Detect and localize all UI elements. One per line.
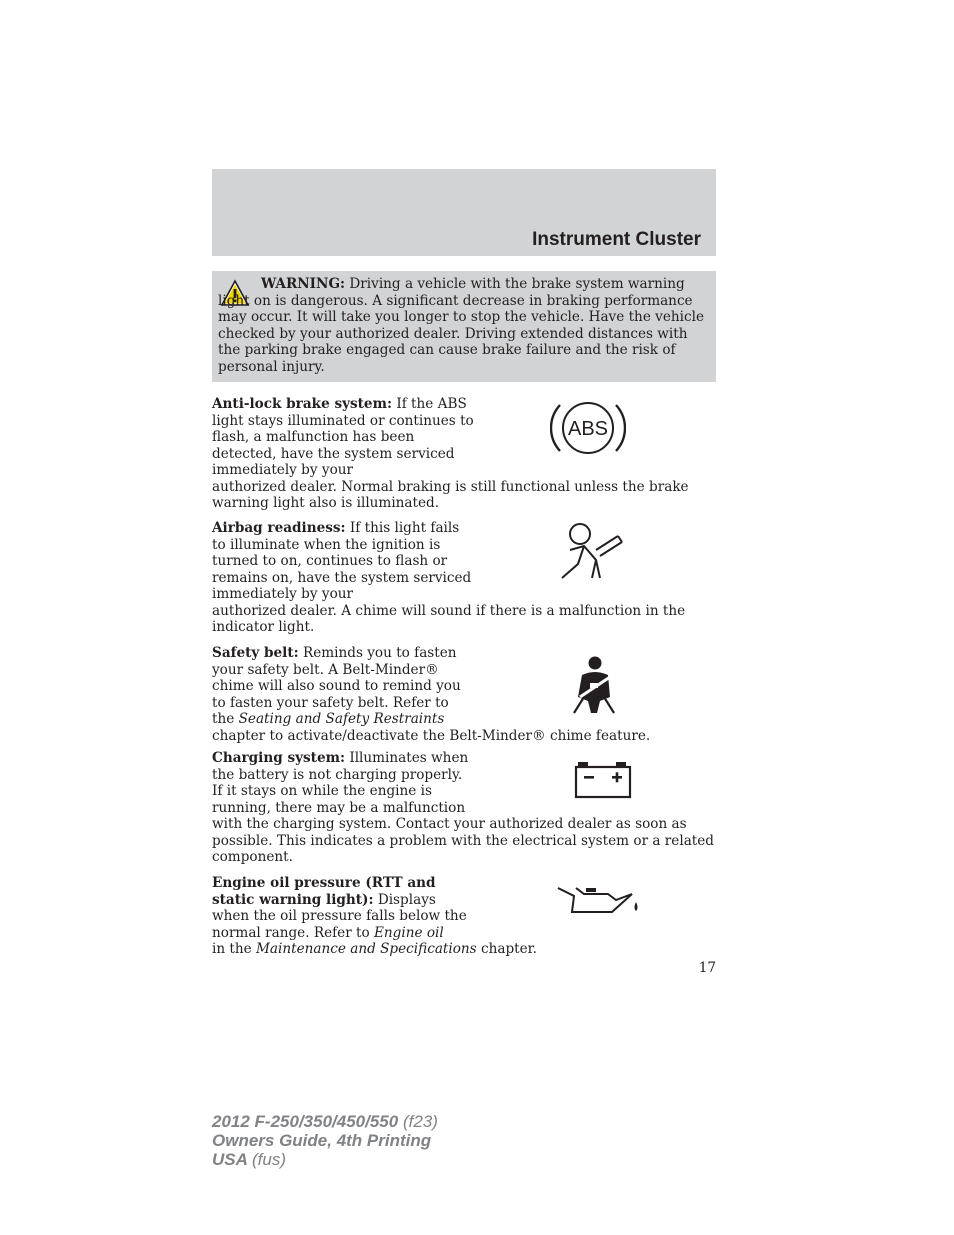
safety-belt-section: [212, 645, 716, 744]
safety-belt-col-body: Reminds you to fasten your safety belt. A Belt-Minder® chime will also sound to remind you to fasten your safety belt. Refer to the: [212, 645, 461, 727]
oil-pressure-body-3: chapter.: [480, 941, 537, 957]
airbag-icon: [556, 520, 624, 582]
abs-rest-body: authorized dealer. Normal braking is still functional unless the brake warning light also is illuminated.: [212, 478, 689, 511]
oil-pressure-column-text: [212, 875, 474, 941]
abs-icon: [550, 397, 626, 459]
safety-belt-rest-body: chapter to activate/deactivate the Belt-Minder® chime feature.: [212, 727, 651, 744]
footer-model: 2012 F-250/350/450/550: [212, 1112, 399, 1131]
oil-pressure-body-2: in the: [212, 941, 252, 957]
document-footer: [212, 1112, 438, 1169]
warning-label: WARNING:: [261, 276, 346, 292]
warning-box: [212, 271, 716, 382]
warning-body: Driving a vehicle with the brake system warning light on is dangerous. A significant decrease in braking performance may occur. It will take you longer to stop the vehicle. Have the vehicle checked by your authorized dealer. Driving extended distances with the parking brake engaged can cause brake failure and the risk of personal injury.: [218, 276, 705, 375]
footer-line-3: [212, 1150, 438, 1169]
abs-title: Anti-lock brake system:: [212, 396, 392, 412]
section-header-band: [212, 169, 716, 256]
airbag-rest-body: authorized dealer. A chime will sound if there is a malfunction in the indicator light.: [212, 602, 686, 635]
oil-pressure-engine-oil-ref: Engine oil: [374, 924, 444, 941]
battery-icon: [574, 760, 632, 800]
oil-can-icon: [556, 882, 642, 918]
abs-icon-text: ABS: [567, 418, 609, 440]
safety-belt-title: Safety belt:: [212, 645, 299, 661]
airbag-section: [212, 520, 716, 636]
seatbelt-icon: [570, 655, 618, 715]
safety-belt-column-text: [212, 645, 474, 728]
footer-model-code: (f23): [402, 1112, 438, 1131]
charging-col-body: Illuminates when the battery is not charging properly. If it stays on while the engine is running, there may be a malfunction: [212, 750, 469, 816]
footer-region-code: (fus): [252, 1150, 286, 1169]
safety-belt-chapter-ref: Seating and Safety Restraints: [238, 711, 445, 727]
abs-column-text: [212, 396, 474, 479]
page-number: 17: [698, 960, 716, 976]
airbag-title: Airbag readiness:: [212, 520, 346, 536]
charging-section: [212, 750, 716, 866]
airbag-col-body: If this light fails to illuminate when the ignition is turned to on, continues to flash or remains on, have the system serviced immediately by your: [212, 520, 472, 602]
oil-pressure-col-body-1: Displays when the oil pressure falls below the normal range. Refer to: [212, 891, 467, 941]
footer-line-1: [212, 1112, 438, 1131]
abs-col-body: If the ABS light stays illuminated or continues to flash, a malfunction has been detected, have the system serviced immediately by your: [212, 396, 474, 478]
charging-title: Charging system:: [212, 750, 345, 766]
oil-pressure-maintenance-ref: Maintenance and Specifications: [256, 941, 477, 957]
airbag-column-text: [212, 520, 474, 603]
charging-rest-body: with the charging system. Contact your authorized dealer as soon as possible. This indicates a problem with the electrical system or a related component.: [212, 816, 715, 865]
footer-region: USA: [212, 1150, 248, 1169]
charging-column-text: [212, 750, 474, 816]
oil-pressure-rest: [212, 941, 716, 958]
warning-paragraph: [218, 276, 708, 375]
oil-pressure-title: Engine oil pressure (RTT and static warning light):: [212, 875, 436, 908]
section-title: Instrument Cluster: [532, 229, 701, 250]
abs-section: [212, 396, 716, 512]
footer-line-2: Owners Guide, 4th Printing: [212, 1131, 432, 1150]
